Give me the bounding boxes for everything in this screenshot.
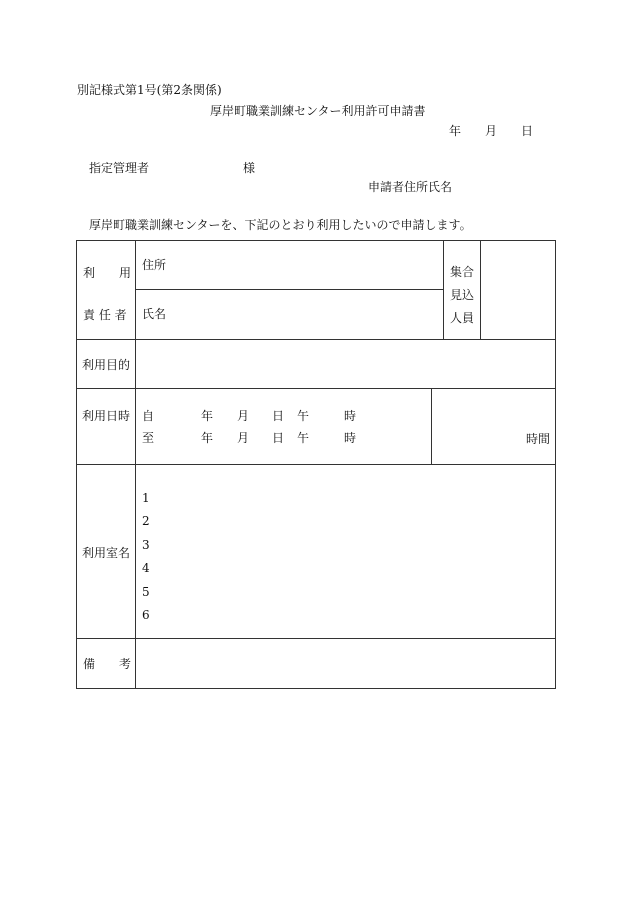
from-month: 月 bbox=[237, 409, 250, 423]
date-year: 年 bbox=[449, 124, 462, 138]
attendance-right-divider bbox=[480, 240, 481, 340]
row-divider-4 bbox=[76, 638, 556, 639]
datetime-label: 利用日時 bbox=[82, 409, 131, 423]
to-day: 日 bbox=[272, 431, 285, 445]
to-hour: 時 bbox=[344, 431, 357, 445]
name-label: 氏名 bbox=[142, 307, 167, 321]
remarks-label: 備 考 bbox=[83, 657, 132, 671]
address-name-divider bbox=[135, 289, 444, 290]
to-month: 月 bbox=[237, 431, 250, 445]
address-label: 住所 bbox=[142, 258, 167, 272]
row-divider-2 bbox=[76, 388, 556, 389]
attendance-left-divider bbox=[443, 240, 444, 340]
attendance-label-2: 見込 bbox=[450, 288, 475, 302]
attendance-label-1: 集合 bbox=[450, 265, 475, 279]
from-ampm: 午 bbox=[297, 409, 310, 423]
row-divider-3 bbox=[76, 464, 556, 465]
datetime-hours-divider bbox=[431, 388, 432, 465]
to-prefix: 至 bbox=[142, 431, 155, 445]
table-border-top bbox=[76, 240, 556, 241]
addressee: 指定管理者 bbox=[89, 161, 150, 175]
table-border-bottom bbox=[76, 688, 556, 689]
document-title: 厚岸町職業訓練センター利用許可申請書 bbox=[210, 104, 426, 118]
from-hour: 時 bbox=[344, 409, 357, 423]
room-number-6: 6 bbox=[142, 608, 150, 622]
attendance-label-3: 人員 bbox=[450, 311, 475, 325]
room-number-4: 4 bbox=[142, 561, 150, 575]
to-ampm: 午 bbox=[297, 431, 310, 445]
from-day: 日 bbox=[272, 409, 285, 423]
honorific: 様 bbox=[243, 161, 256, 175]
room-number-1: 1 bbox=[142, 491, 150, 505]
from-prefix: 自 bbox=[142, 409, 155, 423]
to-year: 年 bbox=[201, 431, 214, 445]
date-day: 日 bbox=[521, 124, 534, 138]
room-number-5: 5 bbox=[142, 585, 150, 599]
intro-text: 厚岸町職業訓練センターを、下記のとおり利用したいので申請します。 bbox=[89, 218, 472, 232]
from-year: 年 bbox=[201, 409, 214, 423]
purpose-label: 利用目的 bbox=[82, 358, 131, 372]
row-divider-1 bbox=[76, 339, 556, 340]
responsible-label-line2: 責 任 者 bbox=[83, 308, 127, 322]
form-number: 別記様式第1号(第2条関係) bbox=[77, 83, 222, 97]
room-label: 利用室名 bbox=[82, 546, 131, 560]
date-month: 月 bbox=[485, 124, 498, 138]
hours-label: 時間 bbox=[526, 432, 551, 446]
room-number-3: 3 bbox=[142, 538, 150, 552]
applicant-label: 申請者住所氏名 bbox=[368, 180, 453, 194]
room-number-2: 2 bbox=[142, 514, 150, 528]
responsible-label-line1: 利 用 bbox=[83, 266, 132, 280]
